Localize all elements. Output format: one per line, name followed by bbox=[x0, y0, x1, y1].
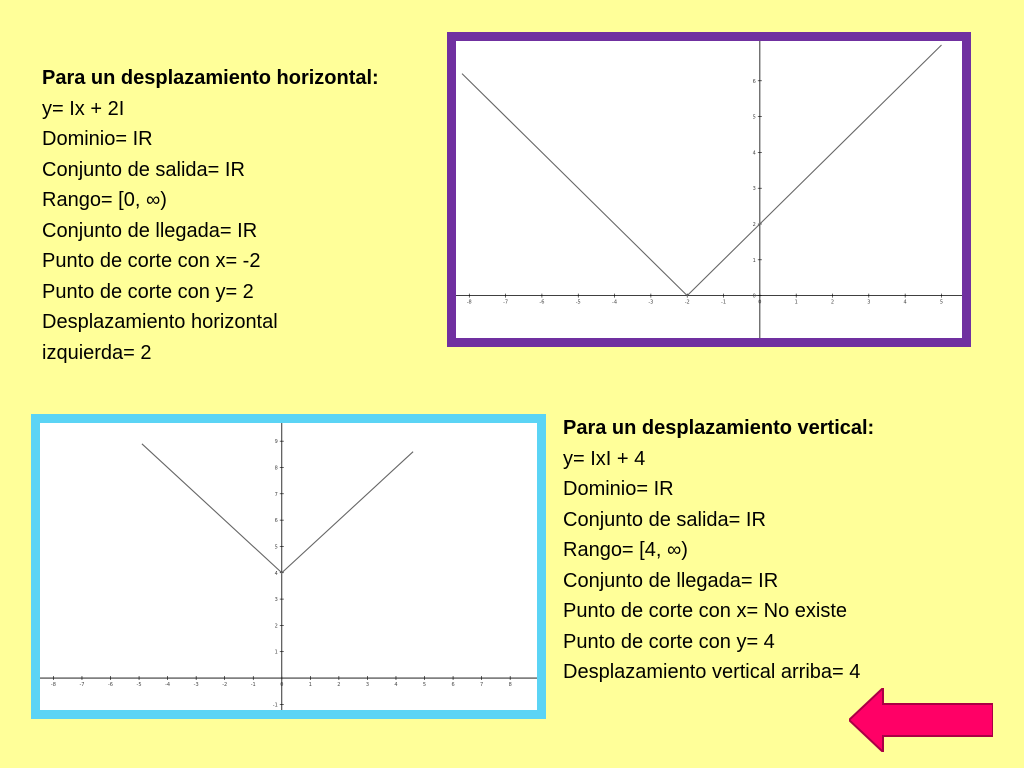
vertical-x-tick-label: 5 bbox=[422, 682, 427, 689]
vertical-x-tick-label: 2 bbox=[337, 682, 341, 689]
vertical-x-tick-label: 7 bbox=[480, 682, 484, 689]
horizontal-domain: Dominio= IR bbox=[42, 128, 153, 150]
horizontal-x-tick-label: -5 bbox=[575, 299, 581, 306]
horizontal-x-tick-label: -6 bbox=[539, 299, 545, 306]
horizontal-x-tick-label: -7 bbox=[503, 299, 509, 306]
vertical-y-tick-label: 9 bbox=[274, 439, 278, 446]
horizontal-x-tick-label: -3 bbox=[648, 299, 654, 306]
horizontal-shift-line2: izquierda= 2 bbox=[42, 341, 152, 364]
vertical-x-tick-label: -1 bbox=[250, 682, 256, 689]
vertical-x-tick-label: 0 bbox=[280, 682, 284, 689]
vertical-equation: y= IxI + 4 bbox=[563, 447, 646, 470]
back-arrow-icon[interactable] bbox=[849, 688, 993, 752]
vertical-x-tick-label: 4 bbox=[394, 682, 398, 689]
vertical-shift-text bbox=[563, 413, 1003, 688]
vertical-x-tick-label: -5 bbox=[136, 682, 142, 689]
horizontal-y-tick-label: 2 bbox=[752, 222, 756, 229]
horizontal-equation: y= Ix + 2I bbox=[42, 97, 125, 120]
horizontal-y-tick-label: 3 bbox=[752, 186, 756, 193]
horizontal-shift-line1: Desplazamiento horizontal bbox=[42, 311, 278, 333]
horizontal-y-tick-label: 5 bbox=[752, 114, 756, 121]
horizontal-y-tick-label: 1 bbox=[752, 257, 756, 264]
horizontal-x-tick-label: 5 bbox=[939, 299, 944, 306]
vertical-y-tick-label: -1 bbox=[272, 702, 278, 709]
horizontal-shift-text bbox=[42, 63, 432, 368]
horizontal-x-tick-label: 3 bbox=[867, 299, 871, 306]
vertical-function-curve bbox=[142, 444, 413, 573]
vertical-shift-amount: Desplazamiento vertical arriba= 4 bbox=[563, 661, 861, 683]
vertical-departure-set: Conjunto de salida= IR bbox=[563, 508, 766, 531]
horizontal-shift-graph bbox=[447, 32, 971, 347]
vertical-y-tick-label: 2 bbox=[274, 623, 278, 630]
horizontal-x-tick-label: -2 bbox=[684, 299, 690, 306]
vertical-y-tick-label: 3 bbox=[274, 597, 278, 604]
vertical-x-tick-label: -4 bbox=[165, 682, 171, 689]
vertical-x-intercept: Punto de corte con x= No existe bbox=[563, 600, 848, 622]
vertical-y-tick-label: 1 bbox=[274, 649, 278, 656]
horizontal-y-tick-label: 4 bbox=[752, 150, 756, 157]
vertical-y-tick-label: 5 bbox=[274, 544, 278, 551]
vertical-x-tick-label: 3 bbox=[365, 682, 370, 689]
horizontal-y-tick-label: 0 bbox=[752, 293, 756, 300]
horizontal-x-intercept: Punto de corte con x= -2 bbox=[42, 250, 261, 272]
vertical-shift-heading: Para un desplazamiento vertical: bbox=[563, 417, 875, 439]
horizontal-y-intercept: Punto de corte con y= 2 bbox=[42, 280, 254, 303]
vertical-range: Rango= [4, ∞) bbox=[563, 539, 688, 561]
horizontal-x-tick-label: 1 bbox=[794, 299, 798, 306]
horizontal-x-tick-label: 2 bbox=[830, 299, 835, 306]
vertical-x-tick-label: 6 bbox=[451, 682, 455, 689]
horizontal-range: Rango= [0, ∞) bbox=[42, 189, 167, 211]
horizontal-departure-set: Conjunto de salida= IR bbox=[42, 158, 245, 181]
vertical-y-tick-label: 8 bbox=[274, 465, 278, 472]
vertical-y-tick-label: 7 bbox=[274, 491, 278, 498]
horizontal-x-tick-label: 0 bbox=[758, 299, 762, 306]
vertical-y-tick-label: 6 bbox=[274, 518, 278, 525]
vertical-x-tick-label: -2 bbox=[222, 682, 228, 689]
vertical-y-tick-label: 4 bbox=[274, 570, 278, 577]
horizontal-shift-plot bbox=[456, 41, 962, 338]
vertical-x-tick-label: -7 bbox=[79, 682, 85, 689]
horizontal-y-tick-label: 6 bbox=[752, 78, 756, 85]
vertical-domain: Dominio= IR bbox=[563, 478, 674, 500]
vertical-arrival-set: Conjunto de llegada= IR bbox=[563, 569, 779, 592]
horizontal-x-tick-label: -4 bbox=[612, 299, 618, 306]
vertical-x-tick-label: -8 bbox=[50, 682, 56, 689]
vertical-shift-graph bbox=[31, 414, 546, 719]
vertical-y-intercept: Punto de corte con y= 4 bbox=[563, 630, 775, 653]
horizontal-x-tick-label: 4 bbox=[903, 299, 907, 306]
vertical-shift-plot bbox=[40, 423, 537, 710]
horizontal-x-tick-label: -8 bbox=[466, 299, 472, 306]
horizontal-arrival-set: Conjunto de llegada= IR bbox=[42, 219, 258, 242]
horizontal-function-curve bbox=[462, 45, 942, 296]
vertical-x-tick-label: 8 bbox=[508, 682, 512, 689]
vertical-x-tick-label: -3 bbox=[193, 682, 199, 689]
vertical-x-tick-label: -6 bbox=[108, 682, 114, 689]
horizontal-x-tick-label: -1 bbox=[721, 299, 727, 306]
horizontal-shift-heading: Para un desplazamiento horizontal: bbox=[42, 67, 379, 89]
vertical-x-tick-label: 1 bbox=[308, 682, 312, 689]
back-arrow-shape[interactable] bbox=[849, 688, 993, 752]
